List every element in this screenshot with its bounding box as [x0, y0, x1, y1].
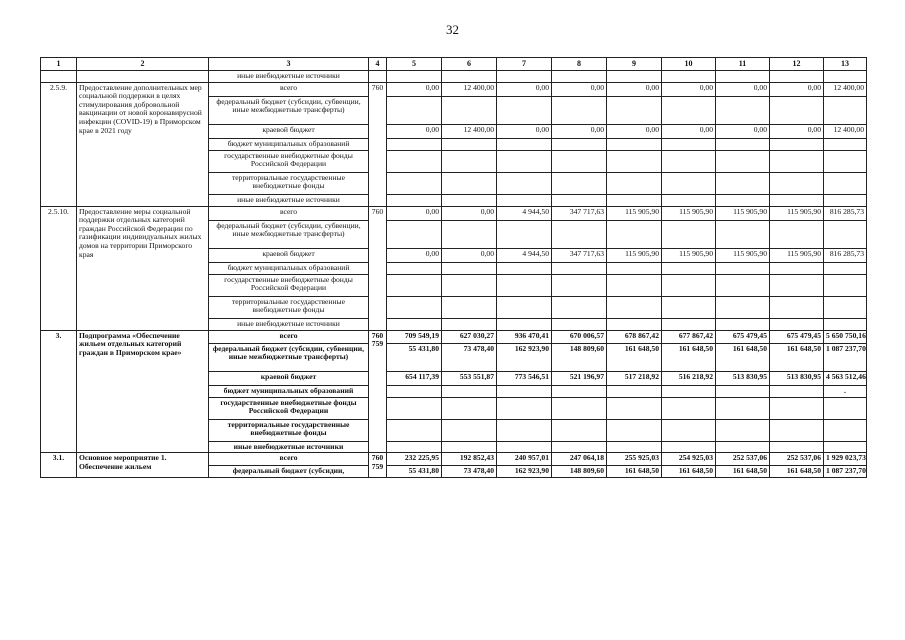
amount-cell: 12 400,00 [442, 124, 497, 138]
amount-cell [607, 296, 662, 318]
amount-cell [662, 194, 716, 206]
amount-cell: 553 551,87 [442, 371, 497, 385]
funding-source: иные внебюджетные источники [209, 71, 369, 83]
budget-code [369, 71, 387, 83]
amount-cell: 161 648,50 [662, 466, 716, 478]
funding-source: всего [209, 453, 369, 466]
amount-cell: 0,00 [387, 124, 442, 138]
amount-cell: 0,00 [607, 82, 662, 96]
amount-cell: 115 905,90 [770, 248, 824, 262]
amount-cell [770, 419, 824, 441]
amount-cell [442, 220, 497, 248]
amount-cell: 4 563 512,46 [824, 371, 867, 385]
funding-source: федеральный бюджет (субсидии, субвенции, иные межбюджетные трансферты) [209, 343, 369, 371]
amount-cell [497, 262, 552, 274]
amount-cell: 12 400,00 [824, 82, 867, 96]
amount-cell [770, 274, 824, 296]
amount-cell [442, 318, 497, 330]
amount-cell: 816 285,73 [824, 248, 867, 262]
amount-cell: 675 479,45 [770, 330, 824, 343]
amount-cell [662, 274, 716, 296]
budget-code: 760 759 [369, 330, 387, 453]
amount-cell: 161 648,50 [716, 343, 770, 371]
amount-cell [662, 397, 716, 419]
item-number: 2.5.9. [41, 82, 77, 206]
amount-cell [716, 296, 770, 318]
amount-cell [716, 274, 770, 296]
amount-cell: 709 549,19 [387, 330, 442, 343]
item-name [77, 71, 209, 83]
amount-cell [716, 71, 770, 83]
amount-cell: 654 117,39 [387, 371, 442, 385]
amount-cell [387, 318, 442, 330]
amount-cell [497, 296, 552, 318]
column-header: 7 [497, 58, 552, 71]
amount-cell: 161 648,50 [607, 343, 662, 371]
amount-cell [824, 138, 867, 150]
funding-source: территориальные государственные внебюджетные фонды [209, 172, 369, 194]
amount-cell [607, 262, 662, 274]
amount-cell [497, 96, 552, 124]
column-header: 11 [716, 58, 770, 71]
amount-cell [552, 262, 607, 274]
funding-source: государственные внебюджетные фонды Российской Федерации [209, 397, 369, 419]
amount-cell: 0,00 [442, 248, 497, 262]
funding-source: всего [209, 82, 369, 96]
amount-cell: 162 923,90 [497, 466, 552, 478]
amount-cell [552, 138, 607, 150]
column-header: 2 [77, 58, 209, 71]
amount-cell [662, 172, 716, 194]
amount-cell [442, 96, 497, 124]
amount-cell [662, 220, 716, 248]
column-header: 1 [41, 58, 77, 71]
amount-cell [552, 220, 607, 248]
amount-cell [607, 274, 662, 296]
amount-cell [607, 138, 662, 150]
amount-cell: 0,00 [662, 124, 716, 138]
amount-cell [497, 419, 552, 441]
amount-cell: 513 830,95 [770, 371, 824, 385]
amount-cell [387, 71, 442, 83]
item-name: Предоставление дополнительных мер социальной поддержки в целях стимулирования добровольной вакцинации от новой коронавирусной инфекции (COVID-19) в Приморском крае в 2021 году [77, 82, 209, 206]
amount-cell: 115 905,90 [607, 206, 662, 220]
amount-cell [552, 318, 607, 330]
amount-cell [607, 71, 662, 83]
amount-cell: 115 905,90 [716, 206, 770, 220]
amount-cell [662, 96, 716, 124]
amount-cell: 161 648,50 [770, 466, 824, 478]
table-row [41, 82, 867, 96]
amount-cell [770, 262, 824, 274]
amount-cell: 161 648,50 [662, 343, 716, 371]
amount-cell: 5 650 750,16 [824, 330, 867, 343]
amount-cell [770, 385, 824, 397]
amount-cell [607, 385, 662, 397]
amount-cell: 0,00 [387, 82, 442, 96]
column-header: 12 [770, 58, 824, 71]
amount-cell [442, 296, 497, 318]
amount-cell: 773 546,51 [497, 371, 552, 385]
amount-cell [552, 397, 607, 419]
column-header: 3 [209, 58, 369, 71]
amount-cell [607, 419, 662, 441]
item-number: 3.1. [41, 453, 77, 478]
amount-cell [387, 172, 442, 194]
amount-cell [387, 385, 442, 397]
column-header: 8 [552, 58, 607, 71]
amount-cell [552, 96, 607, 124]
amount-cell: 115 905,90 [770, 206, 824, 220]
budget-code: 760 [369, 82, 387, 206]
item-name: Основное мероприятие 1. Обеспечение жильем [77, 453, 209, 478]
column-header: 9 [607, 58, 662, 71]
column-header: 5 [387, 58, 442, 71]
amount-cell [770, 220, 824, 248]
amount-cell: 677 867,42 [662, 330, 716, 343]
amount-cell: 252 537,06 [716, 453, 770, 466]
amount-cell: 55 431,80 [387, 466, 442, 478]
amount-cell [824, 296, 867, 318]
amount-cell [662, 385, 716, 397]
amount-cell [716, 397, 770, 419]
amount-cell: 0,00 [442, 206, 497, 220]
funding-source: всего [209, 206, 369, 220]
amount-cell [824, 96, 867, 124]
column-header: 10 [662, 58, 716, 71]
amount-cell [824, 274, 867, 296]
amount-cell: 148 809,60 [552, 466, 607, 478]
item-name: Предоставление меры социальной поддержки отдельных категорий граждан Российской Федерации по газификации индивидуальных жилых домов на территории Приморского края [77, 206, 209, 330]
column-header: 13 [824, 58, 867, 71]
amount-cell: 0,00 [387, 206, 442, 220]
amount-cell [770, 172, 824, 194]
amount-cell [662, 71, 716, 83]
amount-cell [497, 385, 552, 397]
column-header: 6 [442, 58, 497, 71]
amount-cell [824, 419, 867, 441]
funding-source: иные внебюджетные источники [209, 441, 369, 453]
amount-cell [824, 441, 867, 453]
funding-source: бюджет муниципальных образований [209, 262, 369, 274]
amount-cell [770, 96, 824, 124]
amount-cell: 0,00 [716, 124, 770, 138]
amount-cell [497, 274, 552, 296]
amount-cell [770, 71, 824, 83]
amount-cell [552, 296, 607, 318]
amount-cell [552, 419, 607, 441]
amount-cell [442, 441, 497, 453]
funding-source: федеральный бюджет (субсидии, [209, 466, 369, 478]
amount-cell [387, 138, 442, 150]
amount-cell [552, 150, 607, 172]
amount-cell [607, 397, 662, 419]
table-row [41, 71, 867, 83]
amount-cell [497, 172, 552, 194]
item-number: 3. [41, 330, 77, 453]
amount-cell: 255 925,03 [607, 453, 662, 466]
amount-cell [552, 274, 607, 296]
amount-cell [607, 441, 662, 453]
amount-cell [716, 318, 770, 330]
amount-cell [442, 150, 497, 172]
amount-cell: 347 717,63 [552, 206, 607, 220]
funding-source: бюджет муниципальных образований [209, 138, 369, 150]
amount-cell [387, 150, 442, 172]
amount-cell [552, 172, 607, 194]
funding-source: краевой бюджет [209, 371, 369, 385]
item-name: Подпрограмма «Обеспечение жильем отдельных категорий граждан в Приморском крае» [77, 330, 209, 453]
amount-cell [770, 296, 824, 318]
amount-cell: 1 087 237,70 [824, 466, 867, 478]
amount-cell [716, 385, 770, 397]
amount-cell [824, 262, 867, 274]
budget-table [40, 57, 867, 478]
amount-cell [824, 318, 867, 330]
amount-cell [770, 194, 824, 206]
amount-cell: 670 006,57 [552, 330, 607, 343]
item-number [41, 71, 77, 83]
column-header: 4 [369, 58, 387, 71]
amount-cell: 1 929 023,73 [824, 453, 867, 466]
amount-cell: 516 218,92 [662, 371, 716, 385]
funding-source: федеральный бюджет (субсидии, субвенции, иные межбюджетные трансферты) [209, 220, 369, 248]
amount-cell [387, 274, 442, 296]
amount-cell: 0,00 [387, 248, 442, 262]
amount-cell [607, 96, 662, 124]
amount-cell [716, 419, 770, 441]
funding-source: территориальные государственные внебюджетные фонды [209, 296, 369, 318]
amount-cell [662, 150, 716, 172]
funding-source: государственные внебюджетные фонды Российской Федерации [209, 274, 369, 296]
amount-cell [442, 397, 497, 419]
amount-cell: 4 944,50 [497, 206, 552, 220]
amount-cell [770, 318, 824, 330]
funding-source: государственные внебюджетные фонды Российской Федерации [209, 150, 369, 172]
amount-cell [824, 150, 867, 172]
amount-cell: 161 648,50 [770, 343, 824, 371]
amount-cell: 347 717,63 [552, 248, 607, 262]
amount-cell: 816 285,73 [824, 206, 867, 220]
amount-cell [770, 138, 824, 150]
amount-cell [824, 220, 867, 248]
amount-cell: 513 830,95 [716, 371, 770, 385]
amount-cell [716, 441, 770, 453]
amount-cell [662, 296, 716, 318]
amount-cell [387, 397, 442, 419]
amount-cell: 162 923,90 [497, 343, 552, 371]
funding-source: территориальные государственные внебюджетные фонды [209, 419, 369, 441]
amount-cell [770, 441, 824, 453]
amount-cell [662, 138, 716, 150]
amount-cell: 55 431,80 [387, 343, 442, 371]
amount-cell [497, 220, 552, 248]
amount-cell: 247 064,18 [552, 453, 607, 466]
table-row [41, 453, 867, 466]
amount-cell [497, 441, 552, 453]
amount-cell [662, 262, 716, 274]
amount-cell: 0,00 [497, 124, 552, 138]
amount-cell [607, 150, 662, 172]
funding-source: краевой бюджет [209, 248, 369, 262]
amount-cell: 12 400,00 [442, 82, 497, 96]
amount-cell [716, 138, 770, 150]
amount-cell: 73 478,40 [442, 466, 497, 478]
amount-cell: 517 218,92 [607, 371, 662, 385]
amount-cell: 675 479,45 [716, 330, 770, 343]
amount-cell [716, 220, 770, 248]
amount-cell: 936 470,41 [497, 330, 552, 343]
amount-cell: 12 400,00 [824, 124, 867, 138]
amount-cell [824, 172, 867, 194]
amount-cell [387, 194, 442, 206]
amount-cell: 1 087 237,70 [824, 343, 867, 371]
funding-source: иные внебюджетные источники [209, 318, 369, 330]
amount-cell [442, 419, 497, 441]
amount-cell [552, 71, 607, 83]
amount-cell [824, 71, 867, 83]
amount-cell: 148 809,60 [552, 343, 607, 371]
budget-code: 760 759 [369, 453, 387, 478]
amount-cell [442, 71, 497, 83]
table-row [41, 330, 867, 343]
amount-cell: 0,00 [770, 124, 824, 138]
item-number: 2.5.10. [41, 206, 77, 330]
amount-cell [497, 150, 552, 172]
amount-cell [662, 441, 716, 453]
amount-cell: 0,00 [770, 82, 824, 96]
amount-cell: 115 905,90 [607, 248, 662, 262]
amount-cell: 161 648,50 [607, 466, 662, 478]
amount-cell: 115 905,90 [662, 206, 716, 220]
amount-cell: 4 944,50 [497, 248, 552, 262]
amount-cell [824, 194, 867, 206]
amount-cell [497, 194, 552, 206]
amount-cell [442, 172, 497, 194]
amount-cell [716, 96, 770, 124]
amount-cell [387, 419, 442, 441]
amount-cell: 192 852,43 [442, 453, 497, 466]
amount-cell: 0,00 [662, 82, 716, 96]
amount-cell: 627 030,27 [442, 330, 497, 343]
amount-cell: 252 537,06 [770, 453, 824, 466]
amount-cell [442, 385, 497, 397]
amount-cell: 254 925,03 [662, 453, 716, 466]
amount-cell [387, 441, 442, 453]
amount-cell: 115 905,90 [716, 248, 770, 262]
amount-cell: 0,00 [552, 82, 607, 96]
amount-cell: 240 957,01 [497, 453, 552, 466]
amount-cell [497, 318, 552, 330]
amount-cell [662, 318, 716, 330]
amount-cell: 115 905,90 [662, 248, 716, 262]
amount-cell [552, 441, 607, 453]
amount-cell [442, 274, 497, 296]
table-row [41, 206, 867, 220]
amount-cell [770, 397, 824, 419]
amount-cell: . [824, 385, 867, 397]
funding-source: иные внебюджетные источники [209, 194, 369, 206]
amount-cell [607, 194, 662, 206]
amount-cell: 0,00 [552, 124, 607, 138]
funding-source: краевой бюджет [209, 124, 369, 138]
amount-cell [662, 419, 716, 441]
amount-cell: 678 867,42 [607, 330, 662, 343]
funding-source: федеральный бюджет (субсидии, субвенции, иные межбюджетные трансферты) [209, 96, 369, 124]
amount-cell [716, 194, 770, 206]
amount-cell: 232 225,95 [387, 453, 442, 466]
amount-cell [497, 71, 552, 83]
amount-cell [716, 172, 770, 194]
amount-cell [716, 262, 770, 274]
amount-cell [497, 397, 552, 419]
header-row [41, 58, 867, 71]
amount-cell [607, 172, 662, 194]
amount-cell: 161 648,50 [716, 466, 770, 478]
amount-cell [824, 397, 867, 419]
amount-cell [497, 138, 552, 150]
page-number: 32 [446, 22, 459, 37]
amount-cell: 0,00 [497, 82, 552, 96]
amount-cell: 0,00 [716, 82, 770, 96]
amount-cell [607, 220, 662, 248]
amount-cell [442, 194, 497, 206]
amount-cell [387, 96, 442, 124]
budget-code: 760 [369, 206, 387, 330]
amount-cell: 521 196,97 [552, 371, 607, 385]
amount-cell: 0,00 [607, 124, 662, 138]
amount-cell [387, 296, 442, 318]
funding-source: бюджет муниципальных образований [209, 385, 369, 397]
amount-cell [770, 150, 824, 172]
funding-source: всего [209, 330, 369, 343]
amount-cell [442, 138, 497, 150]
amount-cell [387, 262, 442, 274]
amount-cell [552, 385, 607, 397]
amount-cell [387, 220, 442, 248]
amount-cell [552, 194, 607, 206]
amount-cell [607, 318, 662, 330]
amount-cell [442, 262, 497, 274]
amount-cell: 73 478,40 [442, 343, 497, 371]
amount-cell [716, 150, 770, 172]
